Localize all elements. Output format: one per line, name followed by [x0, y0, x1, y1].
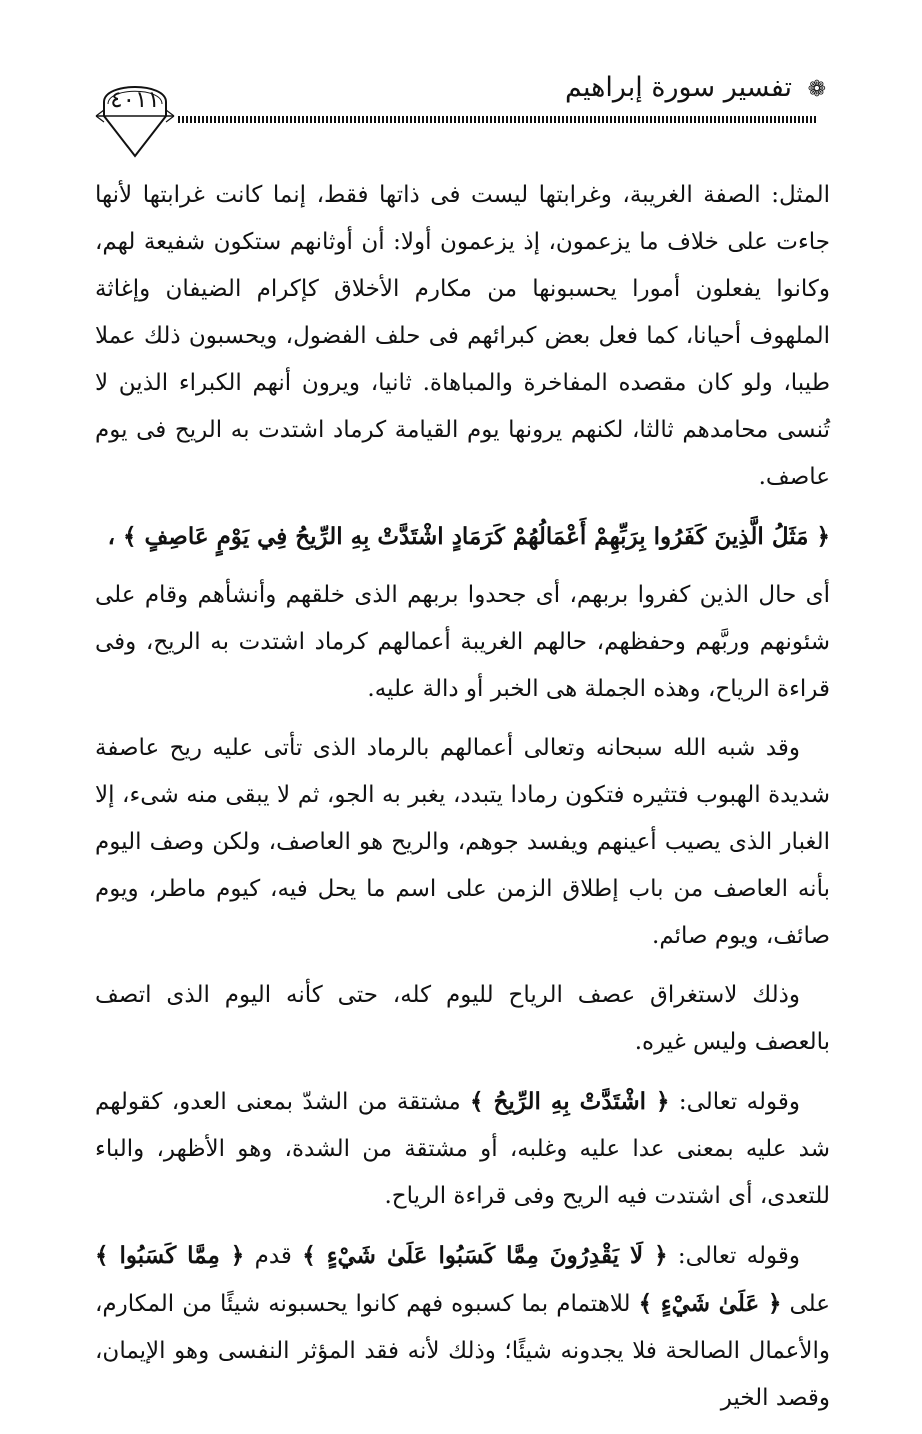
verse-fragment: ﴿ اشْتَدَّتْ بِهِ الرِّيحُ ﴾ [470, 1088, 670, 1115]
paragraph-6 [95, 1232, 830, 1422]
text-segment: قدم [244, 1243, 303, 1269]
page-header [0, 0, 922, 170]
text-segment: وقوله تعالى: [669, 1089, 800, 1115]
header-rule [178, 116, 818, 123]
paragraph-1: المثل: الصفة الغريبة، وغرابتها ليست فى ذاتها فقط، إنما كانت غرابتها لأنها جاءت على خلاف ما يزعمون، إذ يزعمون أولا: أن أوثانهم ستكون شفيعة لهم، وكانوا يفعلون أمورا يحسبونها من مكارم الأخلاق كإكرام الضيفان وإغاثة الملهوف أحيانا، كما فعل بعض كبرائهم فى حلف الفضول، ويحسبون ذلك عملا طيبا، ولو كان مقصده المفاخرة والمباهاة. ثانيا، ويرون أنهم الكبراء الذين لا تُنسى محامدهم ثالثا، لكنهم يرونها يوم القيامة كرماد اشتدت به الريح فى يوم عاصف. [95, 182, 830, 490]
header-ornament-icon: ❁ [807, 77, 826, 102]
paragraph-2: أى حال الذين كفروا بربهم، أى جحدوا بربهم الذى خلقهم وأنشأهم وقام على شئونهم وربَّهم وحفظهم، حالهم الغريبة أعمالهم كرماد اشتدت به الريح، وفى قراءة الرياح، وهذه الجملة هى الخبر أو دالة عليه. [95, 582, 830, 702]
page-number-badge [94, 72, 176, 160]
text-segment: وقوله تعالى: [667, 1243, 800, 1269]
main-text [95, 172, 830, 1434]
verse-fragment: ﴿ مِمَّا كَسَبُوا ﴾ [95, 1242, 245, 1269]
page-number: ٤٠١١ [110, 87, 160, 113]
text-segment: على [781, 1291, 830, 1317]
running-title: تفسير سورة إبراهيم [565, 72, 792, 103]
verse-fragment: ﴿ عَلَىٰ شَيْءٍ ﴾ [638, 1290, 782, 1317]
paragraph-3: وقد شبه الله سبحانه وتعالى أعمالهم بالرماد الذى تأتى عليه ريح عاصفة شديدة الهبوب فتثيره فتكون رمادا يتبدد، يغبر به الجو، ثم لا يبقى منه شىء، إلا الغبار الذى يصيب أعينهم ويفسد جوهم، والريح هو العاصف، ولكن وصف اليوم بأنه العاصف من باب إطلاق الزمن على اسم ما يحل فيه، كيوم ماطر، ويوم صائف، ويوم صائم. [95, 735, 830, 949]
text-segment: للاهتمام بما كسبوه فهم كانوا يحسبونه شيئًا من المكارم، والأعمال الصالحة فلا يجدونه شيئًا؛ وذلك لأنه فقد المؤثر النفسى وهو الإيمان، وقصد الخير [95, 1291, 830, 1411]
verse-quote: ﴿ مَثَلُ الَّذِينَ كَفَرُوا بِرَبِّهِمْ أَعْمَالُهُمْ كَرَمَادٍ اشْتَدَّتْ بِهِ الرِّيحُ فِي يَوْمٍ عَاصِفٍ ﴾ ، [107, 523, 830, 550]
text-segment: مشتقة من الشدّ بمعنى العدو، كقولهم شد عليه بمعنى عدا عليه وغلبه، أو مشتقة من الشدة، وهو الأظهر، والباء للتعدى، أى اشتدت فيه الريح وفى قراءة الرياح. [95, 1089, 830, 1209]
paragraph-4: وذلك لاستغراق عصف الرياح لليوم كله، حتى كأنه اليوم الذى اتصف بالعصف وليس غيره. [95, 982, 830, 1055]
verse-fragment: ﴿ لَا يَقْدِرُونَ مِمَّا كَسَبُوا عَلَىٰ شَيْءٍ ﴾ [302, 1242, 668, 1269]
paragraph-5 [95, 1078, 830, 1220]
